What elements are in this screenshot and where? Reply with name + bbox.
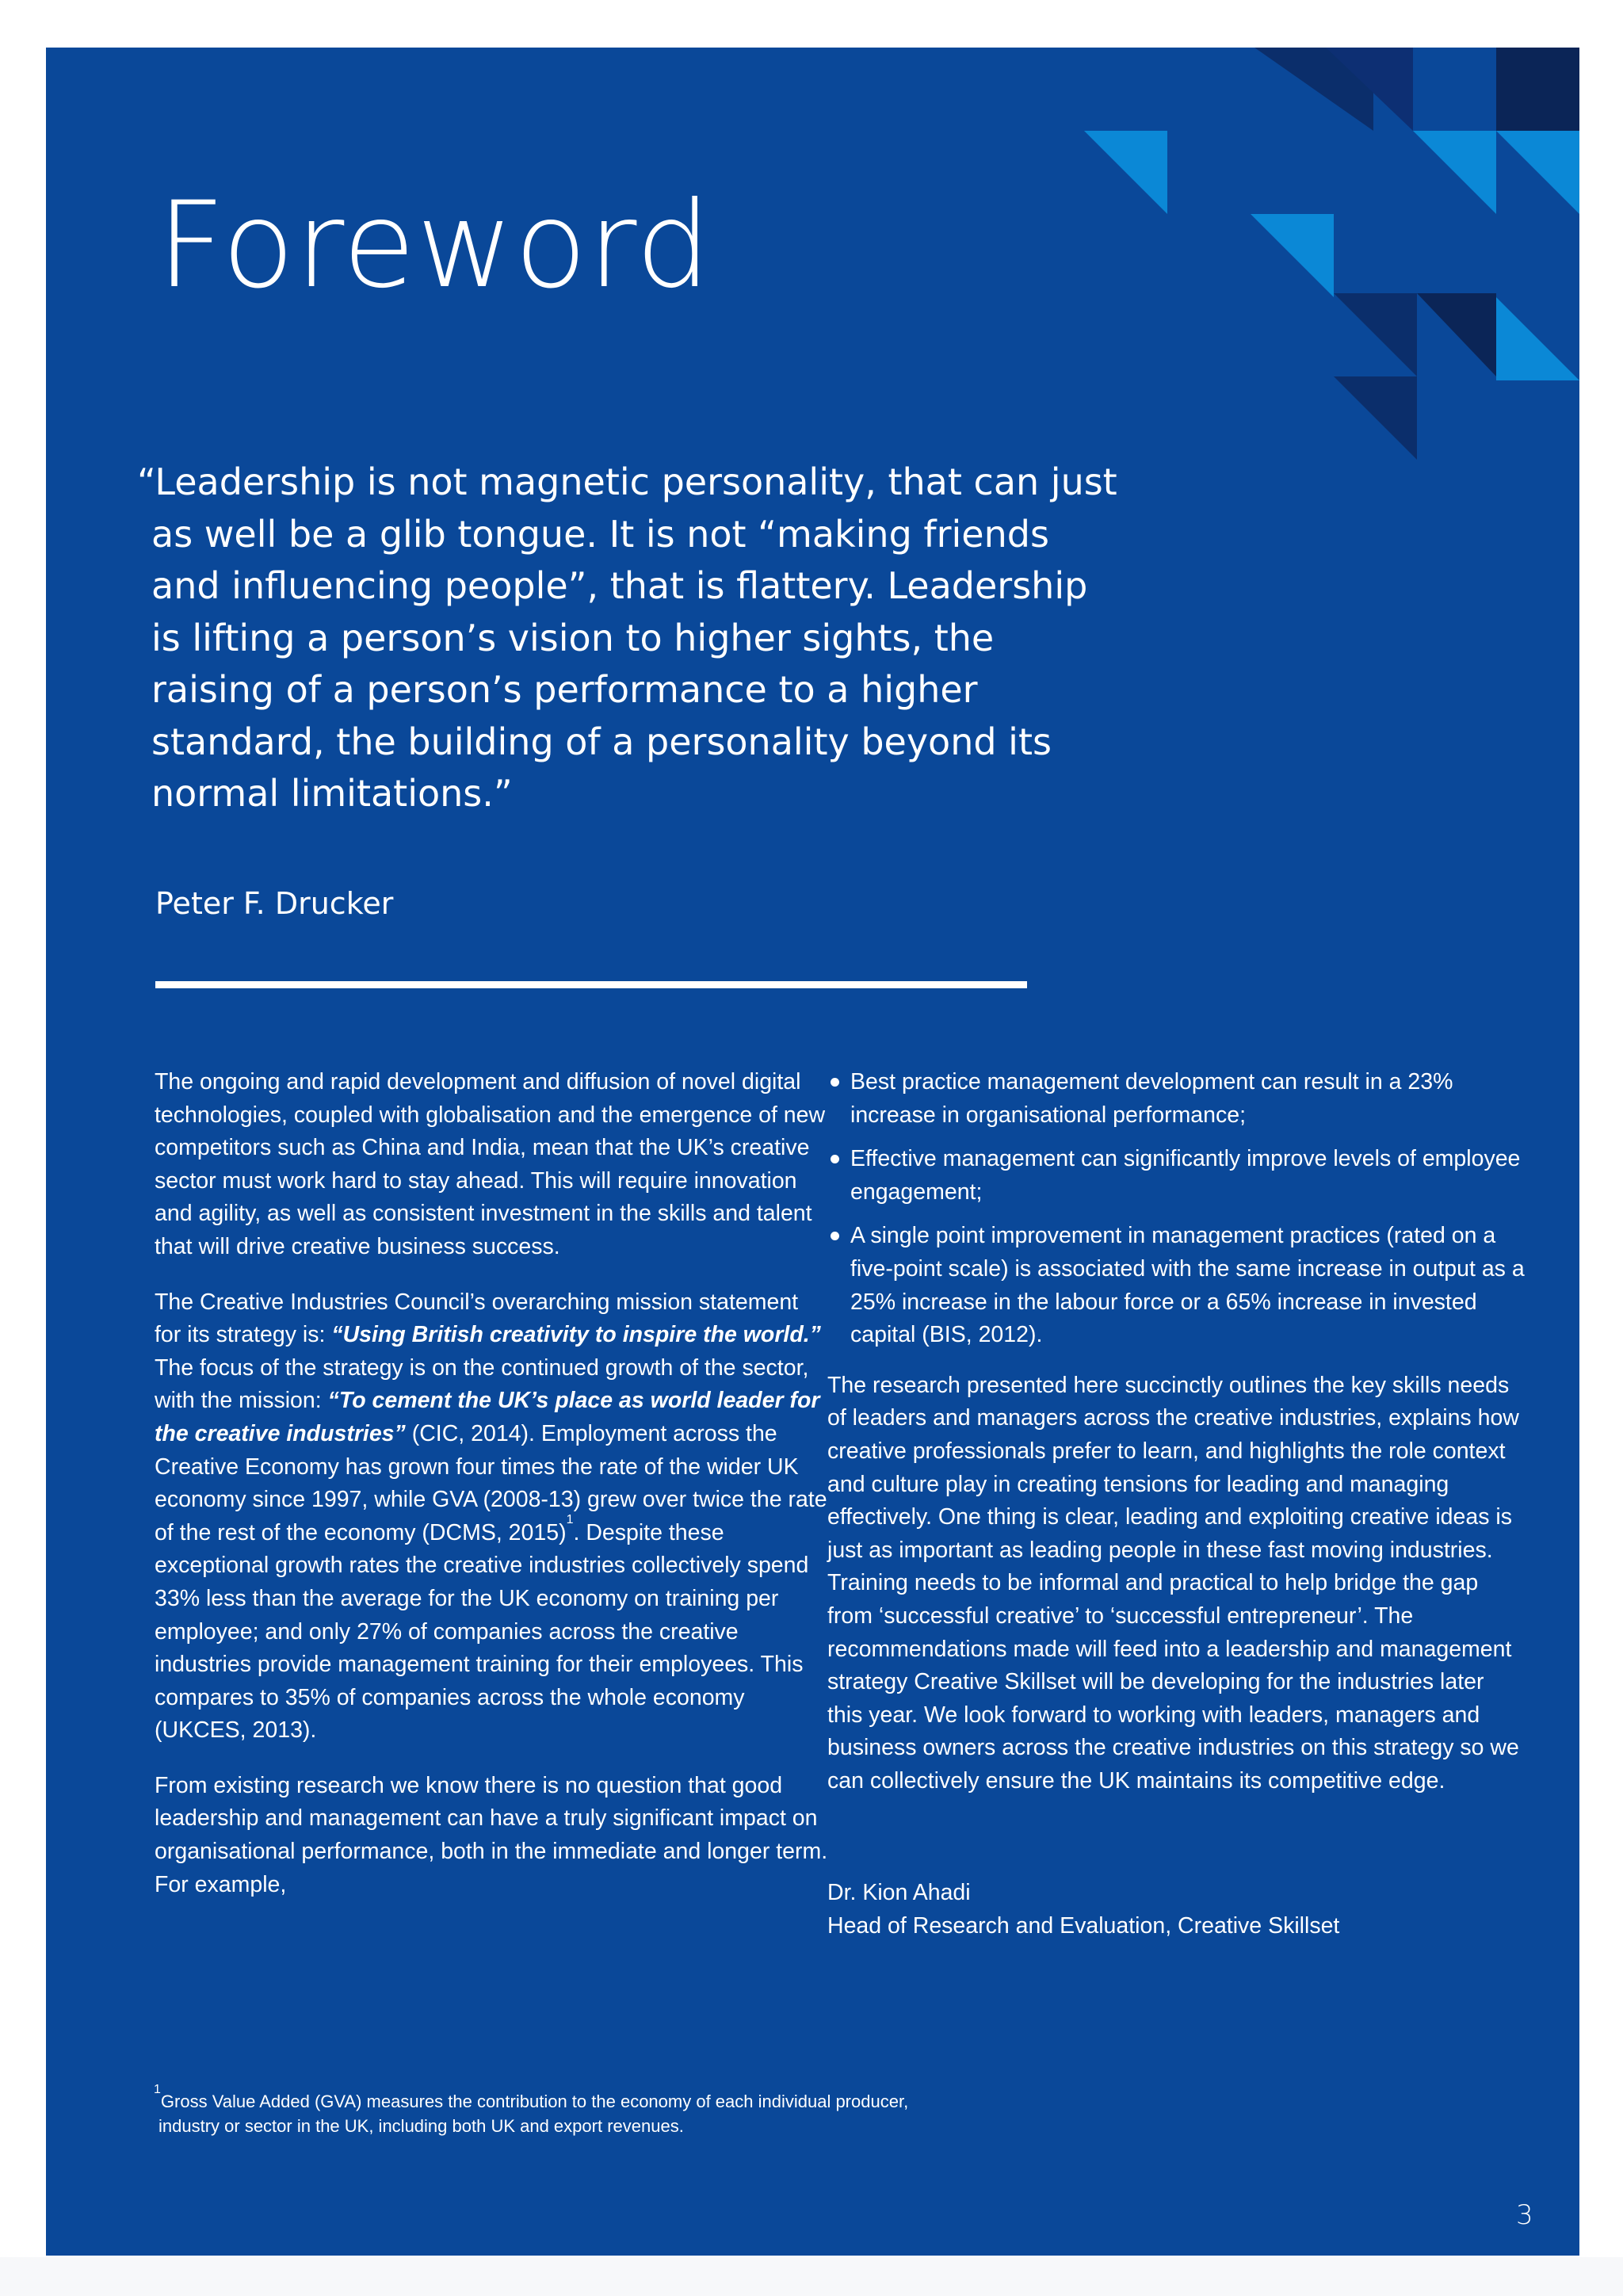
triangle-light-1 — [1084, 131, 1167, 214]
footnote-line-2: industry or sector in the UK, including both UK and export revenues. — [158, 2116, 684, 2136]
list-item: A single point improvement in management practices (rated on a five-point scale) is associated with the same increase in output as a 25% increase in the labour force or a 65% increase in invested capital (BIS, 2012). — [827, 1220, 1525, 1351]
signature-name: Dr. Kion Ahadi — [827, 1880, 971, 1906]
divider-rule — [155, 981, 1027, 988]
list-item: Effective management can significantly improve levels of employee engagement; — [827, 1143, 1525, 1209]
triangle-dark-3 — [1417, 293, 1496, 376]
mission-statement: “Using British creativity to inspire the world.” — [331, 1322, 821, 1348]
triangle-dark-2 — [1334, 293, 1417, 376]
right-column — [827, 1066, 1525, 1943]
signature-block — [827, 1877, 1525, 1943]
triangle-light-5 — [1496, 297, 1579, 380]
text-span: . Despite these exceptional growth rates the creative industries collectively spend 33% less than the average for the UK economy on training per employee; and only 27% of companies across the creative industries provide management training for their employees. This compares to 35% of companies across the whole economy (UKCES, 2013). — [155, 1519, 809, 1744]
signature-role: Head of Research and Evaluation, Creative Skillset — [827, 1913, 1340, 1939]
text-span: The Creative Industries Council’s overarching mission statement for its strategy is: — [155, 1289, 799, 1348]
mission-quote: “To cement the UK’s place as world leader for the creative industries” — [155, 1388, 820, 1446]
left-paragraph-2 — [155, 1286, 828, 1748]
footnote-ref: 1 — [566, 1513, 574, 1527]
foreword-panel — [46, 48, 1579, 2256]
square-dark-corner — [1496, 48, 1579, 131]
left-paragraph-3: From existing research we know there is no question that good leadership and management can have a truly significant impact on organisational performance, both in the immediate and longer term. For example, — [155, 1772, 828, 1897]
triangle-light-4 — [1251, 214, 1334, 297]
findings-list — [827, 1066, 1525, 1352]
footnote — [154, 2082, 1105, 2138]
triangle-light-3 — [1496, 131, 1579, 214]
page-number: 3 — [1516, 2199, 1533, 2231]
text-span: The focus of the strategy is on the continued growth of the sector, with the mission: — [155, 1354, 809, 1414]
right-paragraph-1: The research presented here succinctly outlines the key skills needs of leaders and managers across the creative industries, explains how creative professionals prefer to learn, and highlights the role context and culture play in creating tensions for leading and managing effectively. One thing is clear, leading and exploiting creative ideas is just as important as leading people in these fast moving industries. Training needs to be informal and practical to help bridge the gap from ‘successful creative’ to ‘successful entrepreneur’. The recommendations made will feed into a leadership and management strategy Creative Skillset will be developing for the industries later this year. We look forward to working with leaders, managers and business owners across the creative industries on this strategy so we can collectively ensure the UK maintains its competitive edge. — [827, 1372, 1519, 1794]
page-title: Foreword — [157, 177, 712, 315]
text-span: (CIC, 2014). Employment across the Creative Economy has grown four times the rate of the wider UK economy since 1997, while GVA (2008-13) grew over twice the rate of the rest of the economy (DCMS, 2015) — [155, 1420, 827, 1545]
page-bottom-margin — [0, 2257, 1623, 2296]
triangle-dark-4 — [1334, 376, 1417, 460]
quote-author: Peter F. Drucker — [155, 886, 394, 921]
leadership-quote: “Leadership is not magnetic personality, that can just as well be a glib tongue. It is not “making friends and influencing people”, that is flattery. Leadership is lifting a person’s vision to higher sights, the raising of a person’s performance to a higher standard, the building of a personality beyond its normal limitations.” — [137, 460, 1117, 815]
left-paragraph-1: The ongoing and rapid development and diffusion of novel digital technologies, coupled with globalisation and the emergence of new competitors such as China and India, mean that the UK’s creative sector must work hard to stay ahead. This will require innovation and agility, as well as consistent investment in the skills and talent that will drive creative business success. — [155, 1069, 826, 1259]
left-column — [155, 1066, 828, 1924]
footnote-line-1: Gross Value Added (GVA) measures the contribution to the economy of each individual producer, — [160, 2092, 909, 2111]
footnote-marker: 1 — [154, 2082, 161, 2096]
list-item: Best practice management development can result in a 23% increase in organisational performance; — [827, 1066, 1525, 1132]
triangle-light-2 — [1413, 131, 1496, 214]
